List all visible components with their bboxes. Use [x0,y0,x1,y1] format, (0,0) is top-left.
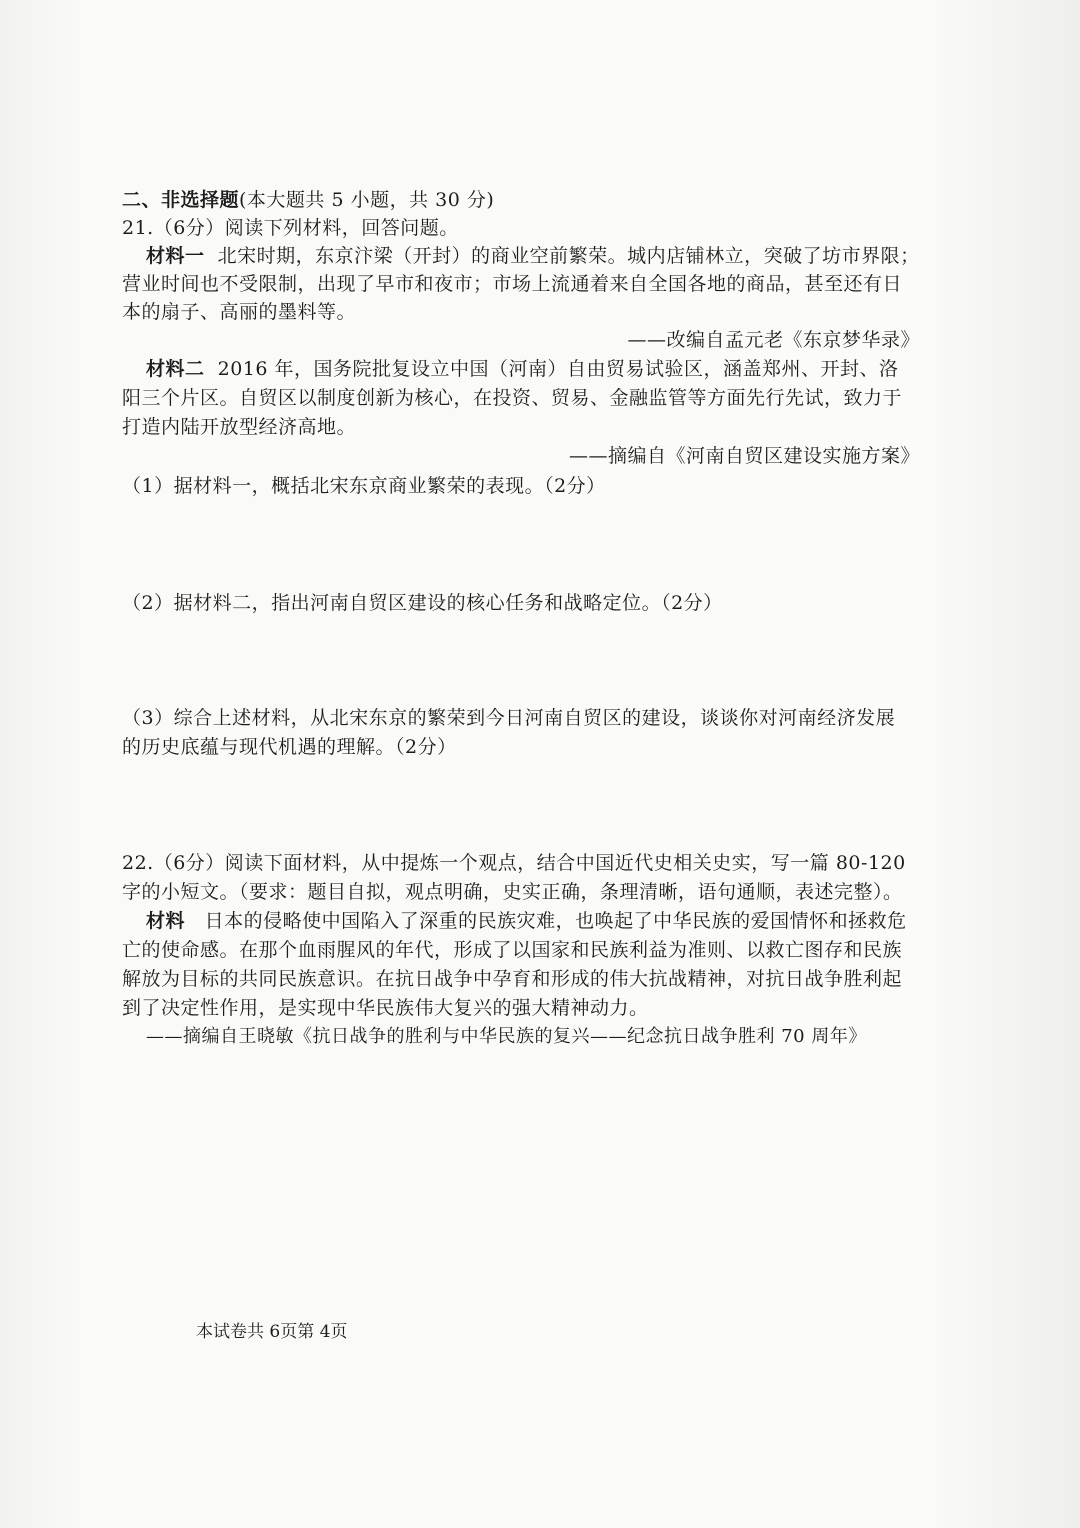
material-2-label: 材料二 [146,358,205,380]
q21-sub-question-3-line-2: 的历史底蕴与现代机遇的理解。（2分） [122,736,457,758]
q21-material-1-line-2: 营业时间也不受限制，出现了早市和夜市；市场上流通着来自全国各地的商品，甚至还有日 [122,273,903,295]
q22-material-line-2: 亡的使命感。在那个血雨腥风的年代，形成了以国家和民族利益为准则、以救亡图存和民族 [122,939,903,961]
q22-material-label: 材料 [146,910,186,932]
q22-prompt-line-1: 22.（6分）阅读下面材料，从中提炼一个观点，结合中国近代史相关史实，写一篇 80-120 [122,852,906,874]
material-2-text-1: 2016 年，国务院批复设立中国（河南）自由贸易试验区，涵盖郑州、开封、洛 [217,358,899,380]
section-heading-rest: (本大题共 5 小题，共 30 分) [239,189,495,211]
q21-material-2-source: ——摘编自《河南自贸区建设实施方案》 [568,445,920,467]
section-heading-bold: 二、非选择题 [122,189,240,211]
q21-intro: 21.（6分）阅读下列材料，回答问题。 [122,217,459,239]
q22-material-source: ——摘编自王晓敏《抗日战争的胜利与中华民族的复兴——纪念抗日战争胜利 70 周年》 [146,1026,867,1047]
section-heading [122,186,922,214]
material-1-label: 材料一 [146,245,205,267]
q21-material-1-line-3: 本的扇子、高丽的墨料等。 [122,301,357,323]
q22-prompt-line-2: 字的小短文。（要求：题目自拟，观点明确，史实正确，条理清晰，语句通顺，表述完整）。 [122,881,903,903]
q21-material-2-line-2: 阳三个片区。自贸区以制度创新为核心，在投资、贸易、金融监管等方面先行先试，致力于 [122,387,903,409]
q22-material-line-1 [146,907,946,935]
q21-sub-question-2: （2）据材料二，指出河南自贸区建设的核心任务和战略定位。（2分） [122,592,723,614]
q21-material-1-source: ——改编自孟元老《东京梦华录》 [627,329,920,351]
q22-material-line-4: 到了决定性作用，是实现中华民族伟大复兴的强大精神动力。 [122,997,649,1019]
material-1-text-1: 北宋时期，东京汴梁（开封）的商业空前繁荣。城内店铺林立，突破了坊市界限； [217,245,920,267]
q22-material-line-3: 解放为目标的共同民族意识。在抗日战争中孕育和形成的伟大抗战精神，对抗日战争胜利起 [122,968,903,990]
page-footer: 本试卷共 6页第 4页 [196,1322,348,1342]
q21-material-2-line-1 [146,355,946,383]
q21-sub-question-1: （1）据材料一，概括北宋东京商业繁荣的表现。（2分） [122,475,606,497]
q22-material-text-1: 日本的侵略使中国陷入了深重的民族灾难，也唤起了中华民族的爱国情怀和拯救危 [204,910,907,932]
q21-material-2-line-3: 打造内陆开放型经济高地。 [122,416,357,438]
q21-sub-question-3-line-1: （3）综合上述材料，从北宋东京的繁荣到今日河南自贸区的建设，谈谈你对河南经济发展 [122,707,896,729]
q21-material-1-line-1 [146,242,946,270]
